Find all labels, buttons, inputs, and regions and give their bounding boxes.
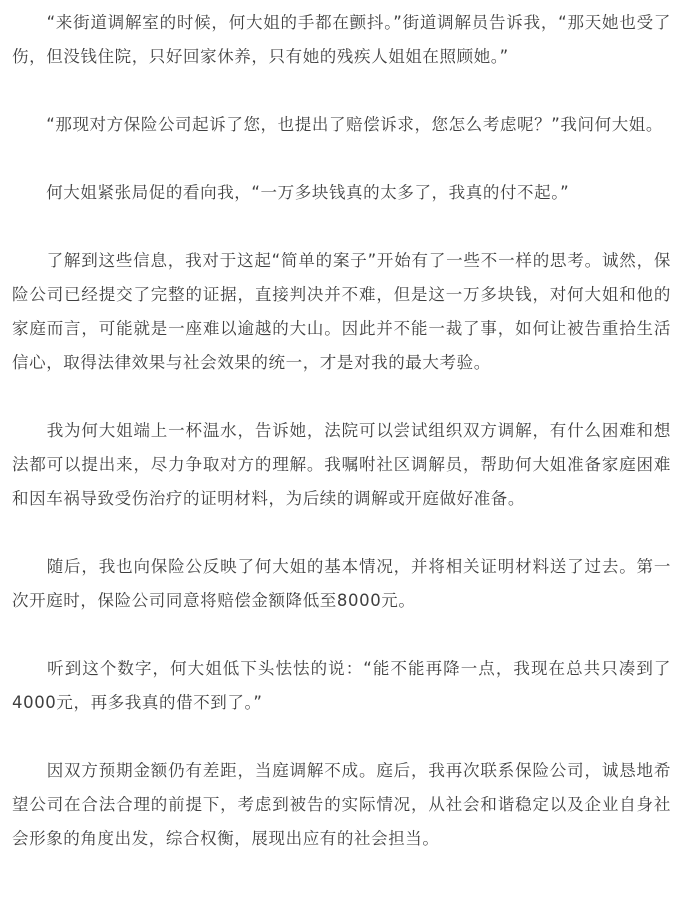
paragraph: 我为何大姐端上一杯温水，告诉她，法院可以尝试组织双方调解，有什么困难和想法都可以提出来，尽力争取对方的理解。我嘱咐社区调解员，帮助何大姐准备家庭困难和因车祸导致受伤治疗的证明材料，为后续的调解或开庭做好准备。 <box>12 421 671 508</box>
paragraph: “那现对方保险公司起诉了您，也提出了赔偿诉求，您怎么考虑呢？”我问何大姐。 <box>12 115 663 134</box>
paragraph: 何大姐紧张局促的看向我，“一万多块钱真的太多了，我真的付不起。” <box>12 183 570 202</box>
paragraph-spacer <box>12 516 671 550</box>
paragraph-spacer <box>12 618 671 652</box>
paragraph: 随后，我也向保险公反映了何大姐的基本情况，并将相关证明材料送了过去。第一次开庭时，保险公司同意将赔偿金额降低至8000元。 <box>12 557 671 610</box>
paragraph: 了解到这些信息，我对于这起“简单的案子”开始有了一些不一样的思考。诚然，保险公司已经提交了完整的证据，直接判决并不难，但是这一万多块钱，对何大姐和他的家庭而言，可能就是一座难以逾越的大山。因此并不能一裁了事，如何让被告重拾生活信心，取得法律效果与社会效果的统一，才是对我的最大考验。 <box>12 251 671 372</box>
paragraph-spacer <box>12 74 671 108</box>
paragraph-spacer <box>12 210 671 244</box>
paragraph-spacer <box>12 380 671 414</box>
paragraph-spacer <box>12 720 671 754</box>
paragraph: 因双方预期金额仍有差距，当庭调解不成。庭后，我再次联系保险公司，诚恳地希望公司在合法合理的前提下，考虑到被告的实际情况，从社会和谐稳定以及企业自身社会形象的角度出发，综合权衡，展现出应有的社会担当。 <box>12 761 671 848</box>
paragraph: 听到这个数字，何大姐低下头怯怯的说：“能不能再降一点，我现在总共只凑到了4000元，再多我真的借不到了。” <box>12 659 671 712</box>
paragraph-spacer <box>12 142 671 176</box>
paragraph: “来街道调解室的时候，何大姐的手都在颤抖。”街道调解员告诉我，“那天她也受了伤，但没钱住院，只好回家休养，只有她的残疾人姐姐在照顾她。” <box>12 13 671 66</box>
